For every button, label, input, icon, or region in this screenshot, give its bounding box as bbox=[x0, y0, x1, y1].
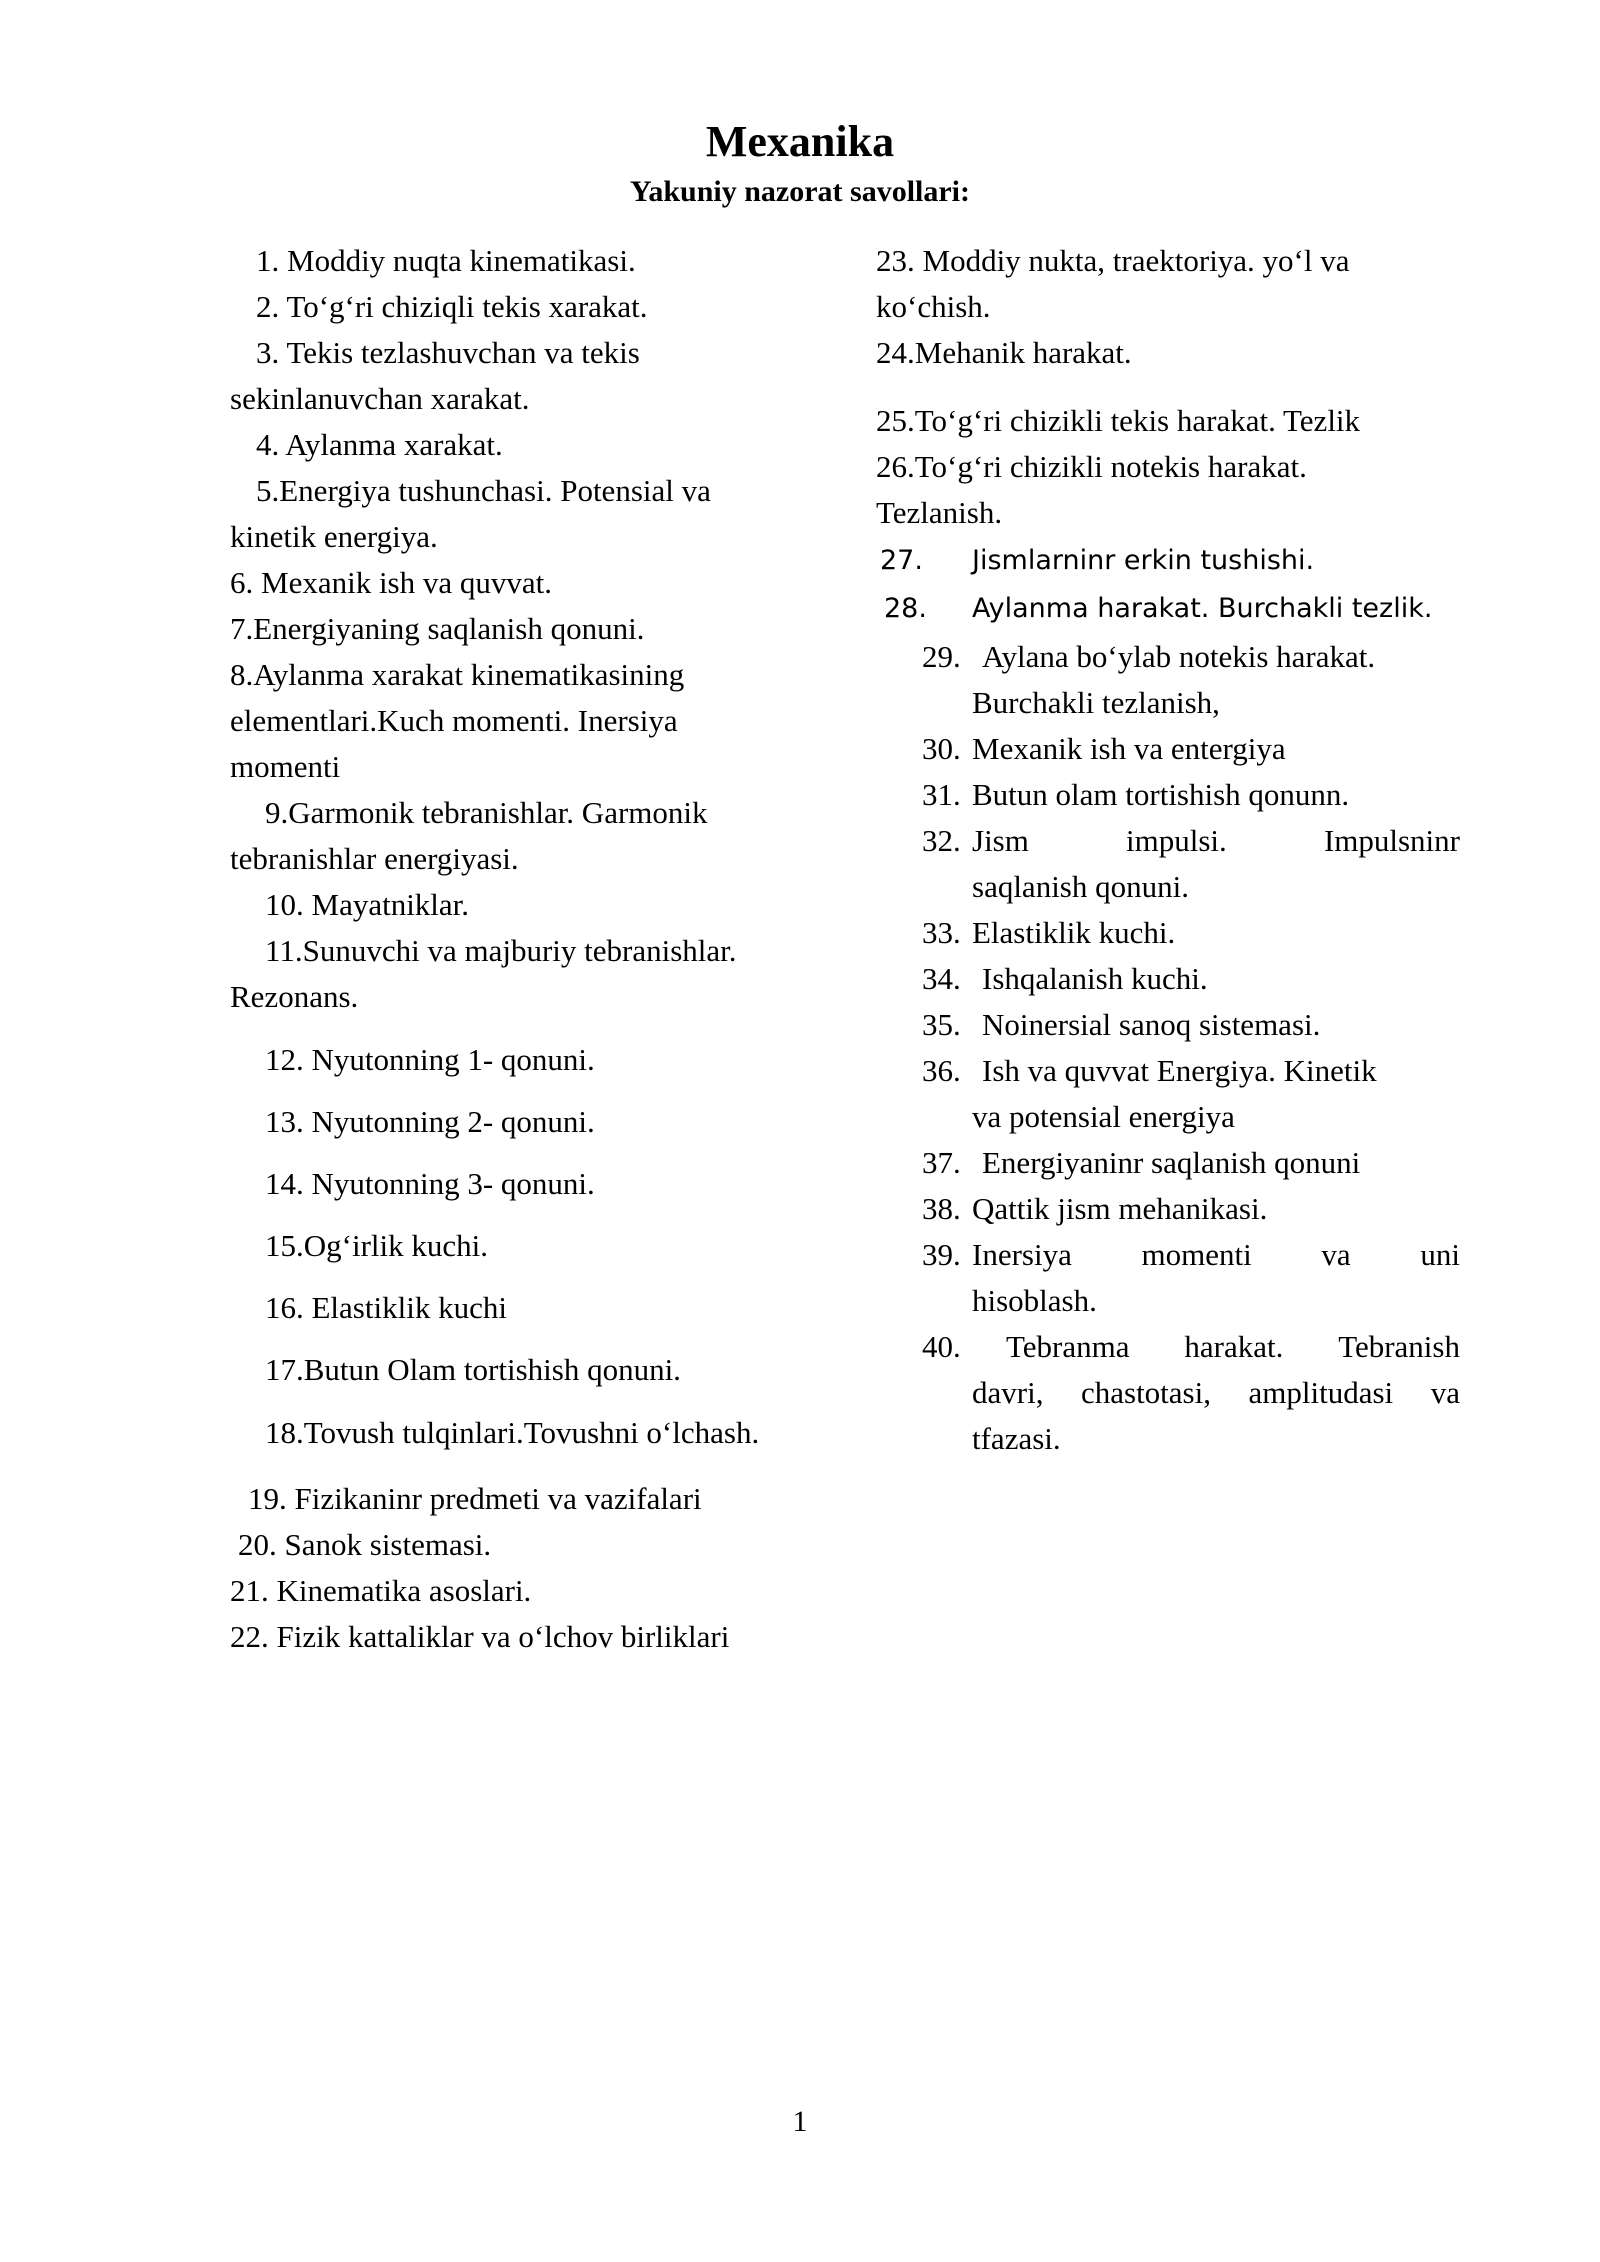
question-number: 36. bbox=[922, 1053, 961, 1088]
question-number: 28. bbox=[884, 593, 927, 624]
question-number: 30. bbox=[922, 731, 961, 766]
question-line: 12. Nyutonning 1- qonuni. bbox=[265, 1042, 595, 1077]
question-number: 27. bbox=[880, 545, 923, 576]
word: va bbox=[1430, 1375, 1460, 1410]
question-line: 13. Nyutonning 2- qonuni. bbox=[265, 1104, 595, 1139]
question-line: 3. Tekis tezlashuvchan va tekis bbox=[256, 335, 640, 370]
question-line: hisoblash. bbox=[972, 1283, 1097, 1318]
question-number: 32. bbox=[922, 823, 961, 858]
question-number: 35. bbox=[922, 1007, 961, 1042]
question-number: 37. bbox=[922, 1145, 961, 1180]
question-line: Noinersial sanoq sistemasi. bbox=[982, 1007, 1321, 1042]
word: momenti bbox=[1141, 1237, 1252, 1272]
question-line: saqlanish qonuni. bbox=[972, 869, 1189, 904]
question-line: Qattik jism mehanikasi. bbox=[972, 1191, 1268, 1226]
question-line: 24.Mehanik harakat. bbox=[876, 335, 1132, 370]
question-line: Aylana bo‘ylab notekis harakat. bbox=[982, 639, 1376, 674]
question-line: 9.Garmonik tebranishlar. Garmonik bbox=[265, 795, 708, 830]
question-line: Elastiklik kuchi. bbox=[972, 915, 1176, 950]
question-line: Burchakli tezlanish, bbox=[972, 685, 1220, 720]
question-line: Jismlarninr erkin tushishi. bbox=[972, 545, 1315, 576]
question-number: 38. bbox=[922, 1191, 961, 1226]
question-line: sekinlanuvchan xarakat. bbox=[230, 381, 530, 416]
question-line: tebranishlar energiyasi. bbox=[230, 841, 519, 876]
question-line bbox=[972, 1370, 1460, 1416]
question-line: 7.Energiyaning saqlanish qonuni. bbox=[230, 611, 645, 646]
word: uni bbox=[1420, 1237, 1460, 1272]
word: Impulsninr bbox=[1323, 823, 1460, 858]
word: Tebranish bbox=[1338, 1329, 1460, 1364]
question-line: va potensial energiya bbox=[972, 1099, 1235, 1134]
question-number: 33. bbox=[922, 915, 961, 950]
question-line: Energiyaninr saqlanish qonuni bbox=[982, 1145, 1361, 1180]
question-line: 22. Fizik kattaliklar va o‘lchov birliklari bbox=[230, 1619, 730, 1654]
word: va bbox=[1321, 1237, 1351, 1272]
question-line: 4. Aylanma xarakat. bbox=[256, 427, 503, 462]
question-line: Aylanma harakat. Burchakli tezlik. bbox=[972, 593, 1433, 624]
question-line: 19. Fizikaninr predmeti va vazifalari bbox=[248, 1481, 702, 1516]
question-line: kinetik energiya. bbox=[230, 519, 438, 554]
word: davri, bbox=[972, 1375, 1044, 1410]
question-line: 18.Tovush tulqinlari.Tovushni o‘lchash. bbox=[265, 1415, 760, 1450]
question-line: Rezonans. bbox=[230, 979, 359, 1014]
question-number: 34. bbox=[922, 961, 961, 996]
question-line: Butun olam tortishish qonunn. bbox=[972, 777, 1350, 812]
question-line: 8.Aylanma xarakat kinematikasining bbox=[230, 657, 685, 692]
question-line: ko‘chish. bbox=[876, 289, 991, 324]
question-line: 26.To‘g‘ri chizikli notekis harakat. bbox=[876, 449, 1307, 484]
question-line: 20. Sanok sistemasi. bbox=[238, 1527, 492, 1562]
question-line bbox=[972, 1232, 1460, 1278]
page-number: 1 bbox=[792, 2105, 808, 2138]
question-line: 15.Og‘irlik kuchi. bbox=[265, 1228, 488, 1263]
question-line: tfazasi. bbox=[972, 1421, 1061, 1456]
page-subtitle: Yakuniy nazorat savollari: bbox=[629, 175, 971, 208]
question-line: 17.Butun Olam tortishish qonuni. bbox=[265, 1352, 681, 1387]
question-line: 11.Sunuvchi va majburiy tebranishlar. bbox=[265, 933, 737, 968]
question-number: 31. bbox=[922, 777, 961, 812]
question-number: 39. bbox=[922, 1237, 961, 1272]
word: Tebranma bbox=[1006, 1329, 1130, 1364]
question-line: 1. Moddiy nuqta kinematikasi. bbox=[256, 243, 636, 278]
word: chastotasi, bbox=[1080, 1375, 1211, 1410]
question-line: 25.To‘g‘ri chizikli tekis harakat. Tezlik bbox=[876, 403, 1361, 438]
question-line: Tezlanish. bbox=[876, 495, 1003, 530]
question-number: 29. bbox=[922, 639, 961, 674]
question-line: 23. Moddiy nukta, traektoriya. yo‘l va bbox=[876, 243, 1350, 278]
question-line: elementlari.Kuch momenti. Inersiya bbox=[230, 703, 678, 738]
question-line: 16. Elastiklik kuchi bbox=[265, 1290, 507, 1325]
word: Jism bbox=[972, 823, 1029, 858]
word: Inersiya bbox=[972, 1237, 1072, 1272]
question-line: 21. Kinematika asoslari. bbox=[230, 1573, 532, 1608]
question-line: Ish va quvvat Energiya. Kinetik bbox=[982, 1053, 1377, 1088]
word: impulsi. bbox=[1126, 823, 1227, 858]
question-line bbox=[972, 818, 1460, 864]
word: amplitudasi bbox=[1248, 1375, 1394, 1410]
word: harakat. bbox=[1184, 1329, 1284, 1364]
question-line: 6. Mexanik ish va quvvat. bbox=[230, 565, 553, 600]
question-line: 2. To‘g‘ri chiziqli tekis xarakat. bbox=[256, 289, 648, 324]
question-line bbox=[1006, 1324, 1460, 1370]
question-line: Mexanik ish va entergiya bbox=[972, 731, 1286, 766]
question-line: 10. Mayatniklar. bbox=[265, 887, 470, 922]
question-line: 5.Energiya tushunchasi. Potensial va bbox=[256, 473, 711, 508]
page-title: Mexanika bbox=[705, 117, 895, 166]
question-number: 40. bbox=[922, 1329, 961, 1364]
question-line: momenti bbox=[230, 749, 341, 784]
question-line: 14. Nyutonning 3- qonuni. bbox=[265, 1166, 595, 1201]
question-line: Ishqalanish kuchi. bbox=[982, 961, 1208, 996]
